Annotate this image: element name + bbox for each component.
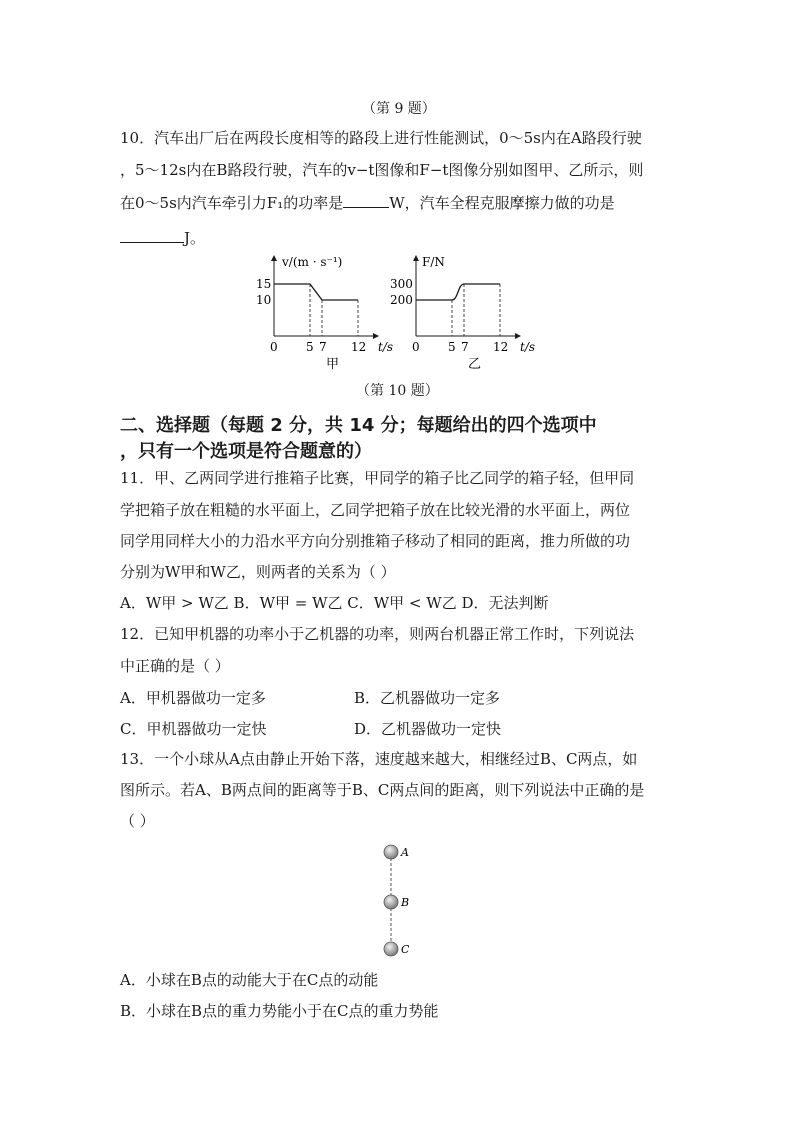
graph-name: 乙 — [468, 357, 482, 372]
q12-option-d[interactable]: D．乙机器做功一定快 — [354, 720, 502, 738]
q13-line-3: （ ） — [120, 812, 155, 830]
q10-line-3 — [120, 191, 615, 213]
q10-line-3b: W，汽车全程克服摩擦力做的功是 — [389, 194, 615, 212]
point-label-b: B — [401, 896, 410, 909]
q11-line-3: 同学用同样大小的力沿水平方向分别推箱子移动了相同的距离，推力所做的功 — [120, 532, 631, 550]
force-curve — [416, 284, 500, 300]
point-label-a: A — [401, 846, 409, 859]
q13-line-2: 图所示。若A、B两点间的距离等于B、C两点间的距离，则下列说法中正确的是 — [120, 781, 645, 799]
q12-option-c[interactable]: C．甲机器做功一定快 — [120, 720, 267, 738]
x-tick-label: 0 — [270, 340, 278, 354]
x-tick-label: 7 — [461, 340, 469, 354]
y-tick-label: 10 — [256, 293, 272, 307]
y-tick-label: 200 — [390, 293, 413, 307]
q13-line-1: 13．一个小球从A点由静止开始下落，速度越来越大，相继经过B、C两点，如 — [120, 750, 638, 768]
q13-option-b[interactable]: B．小球在B点的重力势能小于在C点的重力势能 — [120, 1002, 439, 1020]
q12-option-b[interactable]: B．乙机器做功一定多 — [354, 689, 501, 707]
y-axis-label: v/(m · s⁻¹) — [282, 255, 343, 269]
ball-a — [384, 845, 398, 859]
x-axis-label: t/s — [378, 340, 394, 354]
q12-option-a[interactable]: A．甲机器做功一定多 — [120, 689, 266, 707]
q12-line-1: 12．已知甲机器的功率小于乙机器的功率，则两台机器正常工作时，下列说法 — [120, 625, 635, 643]
q10-line-4b: J。 — [184, 229, 206, 247]
x-tick-label: 12 — [493, 340, 509, 354]
ball-b — [384, 895, 398, 909]
section-heading-line-2: ，只有一个选项是符合题意的） — [120, 441, 372, 462]
y-axis-label: F/N — [422, 255, 445, 269]
x-tick-label: 5 — [448, 340, 456, 354]
answer-blank-2[interactable] — [120, 226, 184, 243]
q10-line-2: ，5～12s内在B路段行驶，汽车的v−t图像和F−t图像分别如图甲、乙所示，则 — [120, 161, 644, 179]
ball-c — [384, 942, 398, 956]
q10-line-4 — [120, 226, 205, 248]
y-tick-label: 15 — [256, 277, 272, 291]
q10-line-1: 10．汽车出厂后在两段长度相等的路段上进行性能测试，0～5s内在A路段行驶 — [120, 129, 642, 147]
q11-line-2: 学把箱子放在粗糙的水平面上，乙同学把箱子放在比较光滑的水平面上，两位 — [120, 501, 631, 519]
x-tick-label: 12 — [351, 340, 367, 354]
x-tick-label: 0 — [412, 340, 420, 354]
x-tick-label: 7 — [319, 340, 327, 354]
x-axis-label: t/s — [520, 340, 536, 354]
section-heading-line-1: 二、选择题（每题 2 分，共 14 分；每题给出的四个选项中 — [120, 415, 597, 436]
q13-option-a[interactable]: A．小球在B点的动能大于在C点的动能 — [120, 971, 379, 989]
y-tick-label: 300 — [390, 277, 413, 291]
q10-caption: （第 10 题） — [356, 383, 439, 399]
q9-caption: （第 9 题） — [362, 101, 436, 117]
velocity-curve — [274, 284, 358, 300]
falling-ball-diagram — [378, 838, 418, 962]
q11-options[interactable]: A．W甲 > W乙 B．W甲 = W乙 C．W甲 < W乙 D．无法判断 — [120, 594, 549, 612]
q12-line-2: 中正确的是（ ） — [120, 657, 230, 675]
point-label-c: C — [401, 943, 410, 956]
graph-vt — [248, 252, 398, 372]
q11-line-1: 11．甲、乙两同学进行推箱子比赛，甲同学的箱子比乙同学的箱子轻，但甲同 — [120, 469, 635, 487]
q11-line-4: 分别为W甲和W乙，则两者的关系为（ ） — [120, 563, 396, 581]
q10-line-3a: 在0～5s内汽车牵引力F₁的功率是 — [120, 194, 344, 212]
graph-name: 甲 — [326, 357, 340, 372]
graph-ft — [390, 252, 540, 372]
x-tick-label: 5 — [306, 340, 314, 354]
answer-blank-1[interactable] — [343, 191, 389, 208]
